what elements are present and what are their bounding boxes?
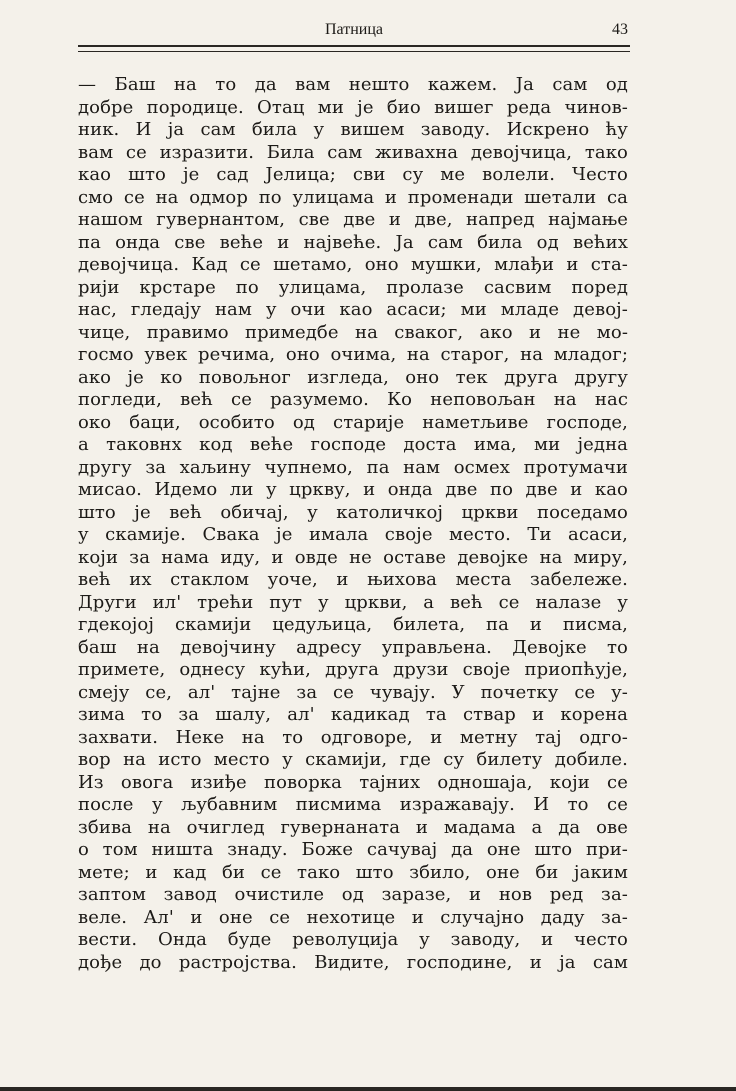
text-line: Други ил' трећи пут у цркви, а већ се налазе у [78,591,628,613]
text-line: у скамије. Свака је имала своје место. Ти асаси, [78,524,628,545]
text-line: што је већ обичај, у католичкој цркви поседамо [78,501,628,523]
header-rule-thin [78,51,630,52]
text-line: вам се изразити. Била сам живахна девојчица, тако [78,141,628,163]
text-line: па онда све веће и највеће. Ја сам била од већих [78,231,628,253]
text-line: већ их стаклом уоче, и њихова места забележе. [78,569,628,590]
text-line: после у љубавним писмима изражавају. И то се [78,794,628,815]
text-line: Из овога изиђе поворка тајних одношаја, који се [78,771,628,793]
page-number: 43 [612,21,628,38]
body-text [78,74,628,974]
text-line: другу за хаљину чупнемо, па нам осмех протумачи [78,456,628,478]
text-line: зима то за шалу, ал' кадикад та ствар и корена [78,704,628,725]
text-line: као што је сад Јелица; сви су ме волели. Често [78,164,628,185]
text-line: који за нама иду, и овде не оставе девојке на миру, [78,546,628,568]
header-rule-thick [78,45,630,47]
text-line: баш на девојчину адресу управљена. Девојке то [78,636,628,658]
text-line: веле. Ал' и оне се нехотице и случајно даду за- [78,906,628,928]
text-line: мете; и кад би се тако што збило, оне би јаким [78,861,628,883]
scan-bottom-edge [0,1087,736,1091]
text-line: вор на исто место у скамији, где су билету добиле. [78,749,628,770]
text-line: смеју се, ал' тајне за се чувају. У почетку се у- [78,681,628,703]
text-line: — Баш на то да вам нешто кажем. Ја сам од [78,74,628,95]
text-line: девојчица. Кад се шетамо, оно мушки, млађи и ста- [78,254,628,275]
text-line: госмо увек речима, оно очима, на старог, на младог; [78,344,628,365]
text-line: збива на очиглед гувернаната и мадама а да ове [78,816,628,838]
text-line: ако је ко повољног изгледа, оно тек друга другу [78,366,628,388]
text-line: ник. И ја сам била у вишем заводу. Искрено ћу [78,119,628,140]
text-line: примете, однесу кући, друга друзи своје приопћује, [78,659,628,680]
text-line: о том ништа знаду. Боже сачувај да оне што при- [78,839,628,860]
running-header [78,18,630,42]
text-line: нашом гувернантом, све две и две, напред најмање [78,209,628,230]
text-line: мисао. Идемо ли у цркву, и онда две по две и као [78,479,628,500]
text-line: погледи, већ се разумемо. Ко неповољан на нас [78,389,628,410]
text-line: гдекојој скамији цедуљица, билета, па и писма, [78,614,628,635]
text-line: чице, правимо примедбе на сваког, ако и не мо- [78,321,628,343]
header-title: Патница [324,21,384,38]
text-line: око баци, особито од старије наметљиве господе, [78,411,628,433]
text-line: нас, гледају нам у очи као асаси; ми младе девој- [78,299,628,320]
text-line: заптом завод очистиле од заразе, и нов ред за- [78,884,628,905]
text-line: добре породице. Отац ми је био вишег реда чинов- [78,96,628,118]
text-line: дође до растројства. Видите, господине, и ја сам [78,951,628,973]
text-line: захвати. Неке на то одговоре, и метну тај одго- [78,726,628,748]
text-line: вести. Онда буде револуција у заводу, и често [78,929,628,950]
text-line: а таковнх код веће господе доста има, ми једна [78,434,628,455]
text-line: смо се на одмор по улицама и променади шетали са [78,186,628,208]
text-line: рији крстаре по улицама, пролазе сасвим поред [78,276,628,298]
